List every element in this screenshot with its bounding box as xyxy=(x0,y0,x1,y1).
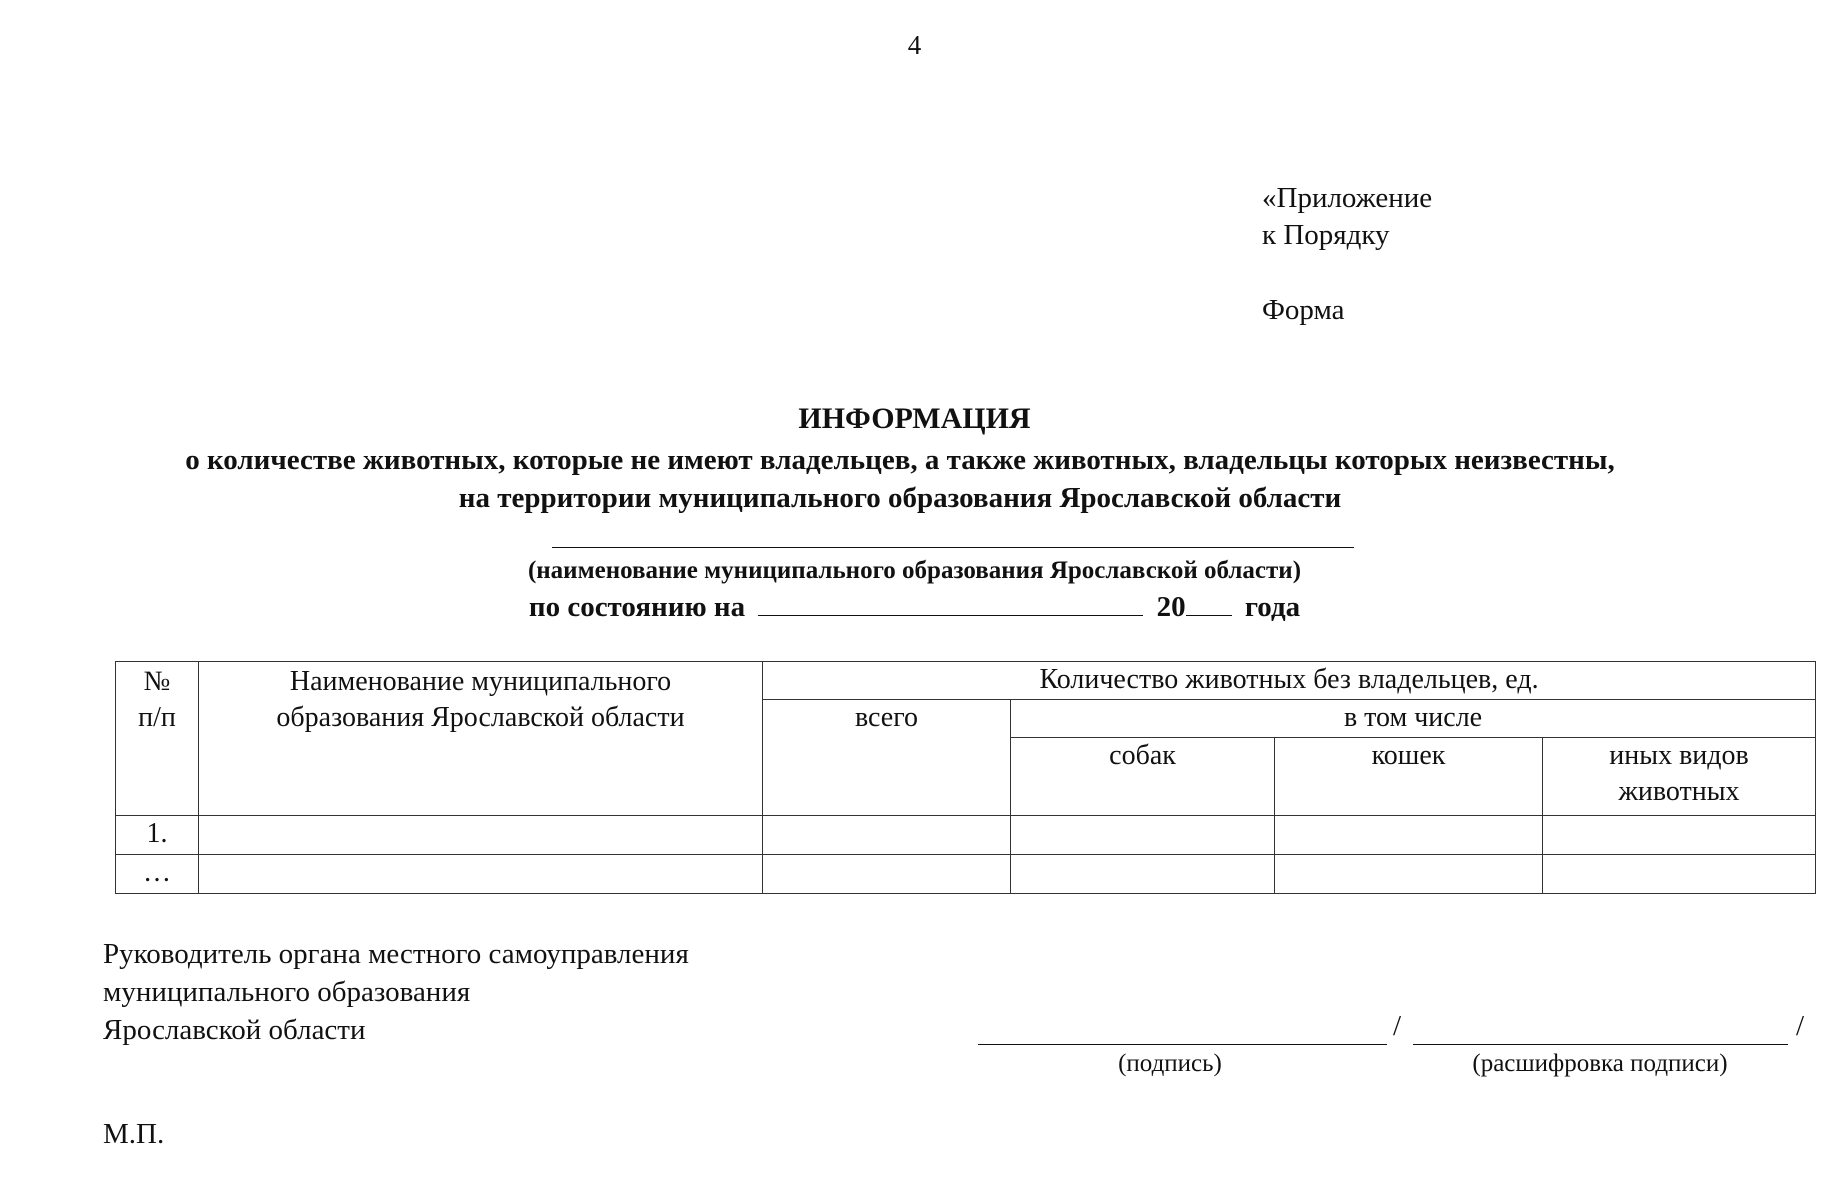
document-title: ИНФОРМАЦИЯ xyxy=(798,402,1031,435)
animals-table xyxy=(115,661,1816,894)
cell-dogs[interactable] xyxy=(1011,816,1275,855)
cell-other-animals[interactable] xyxy=(1543,855,1816,894)
date-blank[interactable] xyxy=(758,590,1143,616)
header-number: № п/п xyxy=(116,662,199,816)
header-dogs: собак xyxy=(1011,738,1275,816)
signer-line-2: муниципального образования xyxy=(103,976,471,1008)
table-header-row-1 xyxy=(116,662,1816,700)
year-blank[interactable] xyxy=(1186,590,1232,616)
signer-title xyxy=(103,935,689,1049)
cell-municipality-name[interactable] xyxy=(199,816,763,855)
header-municipality-name: Наименование муниципального образования Ярославской области xyxy=(199,662,763,816)
signer-line-1: Руководитель органа местного самоуправления xyxy=(103,938,689,970)
cell-total[interactable] xyxy=(763,855,1011,894)
header-total: всего xyxy=(763,700,1011,816)
signature-blank[interactable] xyxy=(978,1044,1387,1045)
signature-decoding-caption: (расшифровка подписи) xyxy=(1472,1050,1728,1077)
municipality-name-caption: (наименование муниципального образования Ярославской области) xyxy=(527,557,1302,584)
header-cats: кошек xyxy=(1275,738,1543,816)
as-of-date-line xyxy=(0,590,1829,624)
annex-line-appendix: «Приложение xyxy=(1262,182,1433,214)
row-number: 1. xyxy=(116,816,199,855)
table-row xyxy=(116,855,1816,894)
table-row xyxy=(116,816,1816,855)
as-of-suffix: года xyxy=(1244,591,1301,623)
cell-other-animals[interactable] xyxy=(1543,816,1816,855)
signature-end-separator: / xyxy=(1796,1010,1805,1042)
cell-total[interactable] xyxy=(763,816,1011,855)
page-number: 4 xyxy=(907,30,922,60)
subtitle-line-2: на территории муниципального образования Ярославской области xyxy=(458,482,1342,514)
subtitle-line-1: о количестве животных, которые не имеют владельцев, а также животных, владельцы которых неизвестны, xyxy=(185,444,1615,476)
signature-caption: (подпись) xyxy=(1118,1050,1222,1077)
stamp-place: М.П. xyxy=(103,1118,165,1150)
signature-decoding-blank[interactable] xyxy=(1413,1044,1788,1045)
header-animal-count-group: Количество животных без владельцев, ед. xyxy=(763,662,1816,700)
signer-line-3: Ярославской области xyxy=(103,1014,366,1046)
header-other-animals: иных видов животных xyxy=(1543,738,1816,816)
cell-municipality-name[interactable] xyxy=(199,855,763,894)
year-prefix: 20 xyxy=(1156,591,1186,623)
annex-line-procedure: к Порядку xyxy=(1262,219,1390,251)
cell-cats[interactable] xyxy=(1275,816,1543,855)
municipality-name-blank[interactable] xyxy=(552,547,1354,548)
row-number: … xyxy=(116,855,199,894)
header-including: в том числе xyxy=(1011,700,1816,738)
document-subtitle xyxy=(100,441,1700,517)
cell-cats[interactable] xyxy=(1275,855,1543,894)
annex-block xyxy=(1262,180,1432,329)
as-of-prefix: по состоянию на xyxy=(528,591,746,623)
signature-separator: / xyxy=(1393,1010,1402,1042)
cell-dogs[interactable] xyxy=(1011,855,1275,894)
form-label: Форма xyxy=(1262,294,1345,326)
